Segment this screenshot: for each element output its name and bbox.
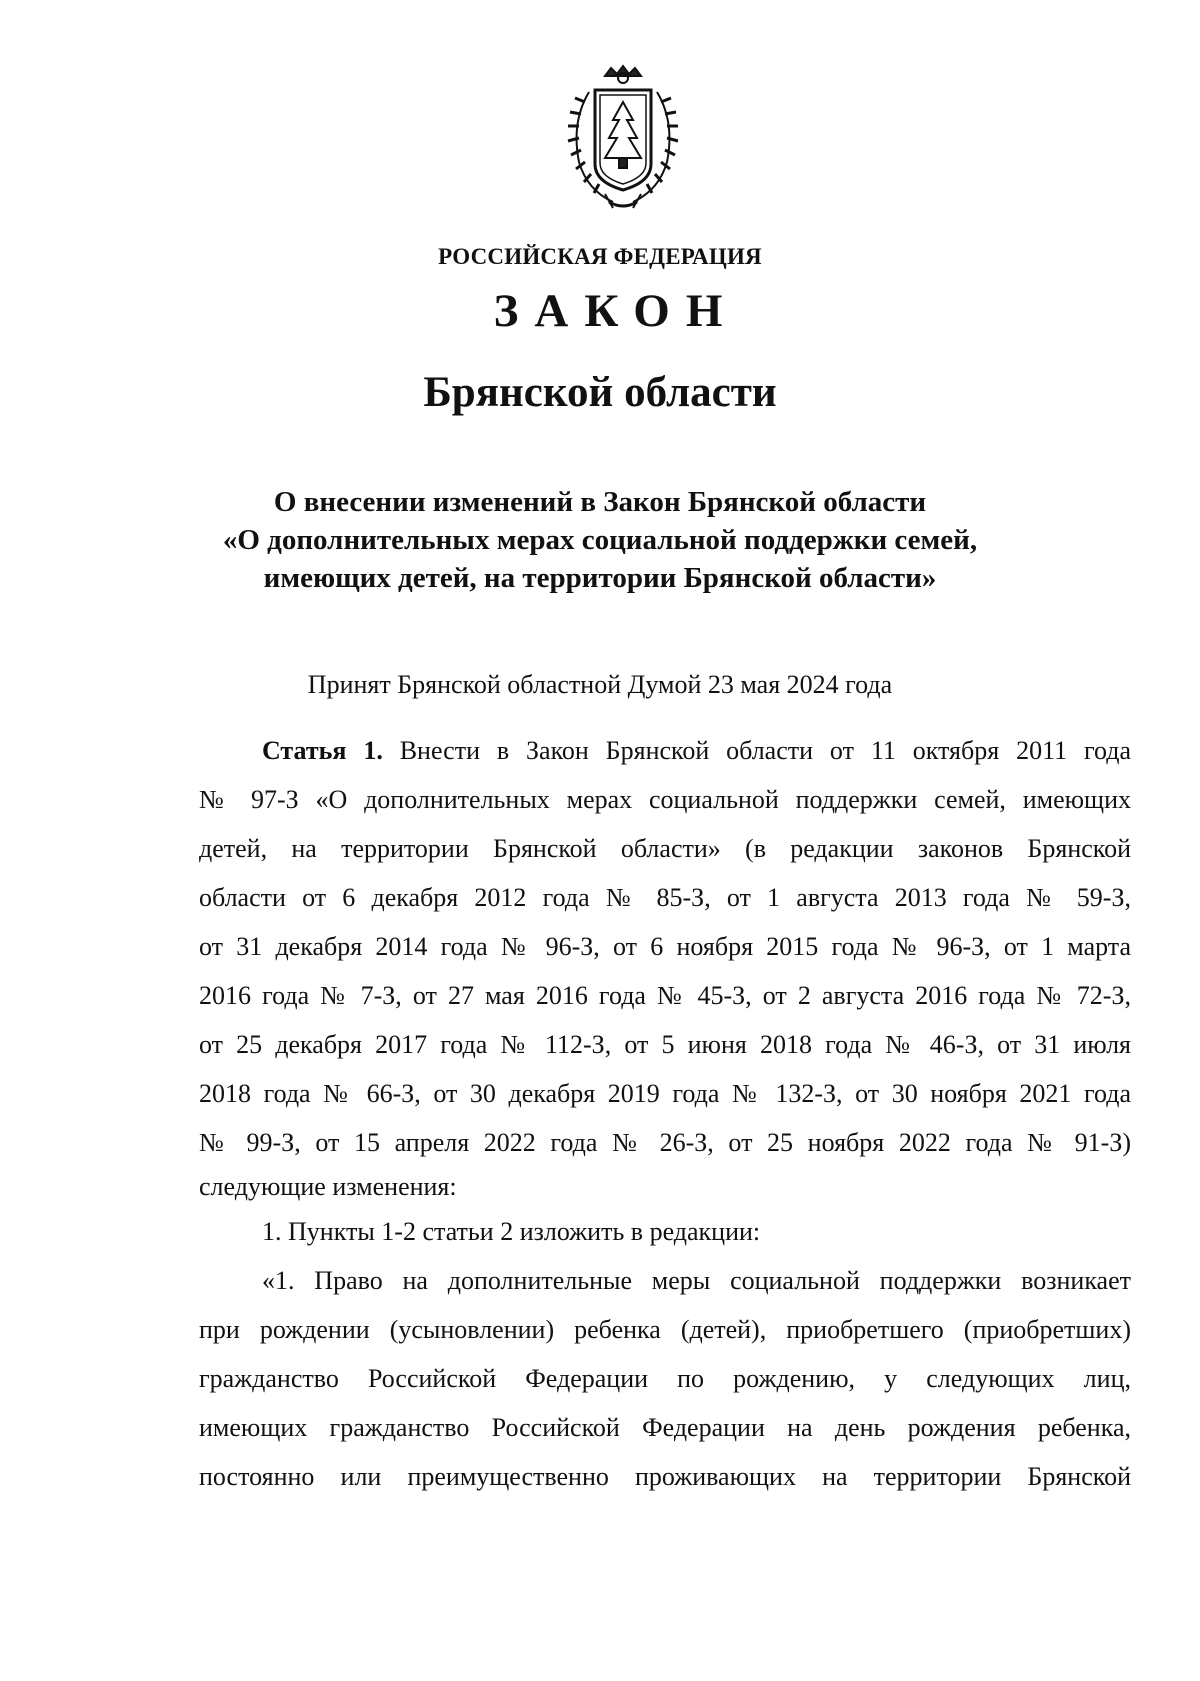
- region-heading: Брянской области: [423, 369, 777, 416]
- law-title-line: «О дополнительных мерах социальной поддержки семей,: [222, 524, 978, 556]
- quote-line: при рождении (усыновлении) ребенка (детей), приобретшего (приобретших): [199, 1315, 1131, 1344]
- item-line: 1. Пункты 1-2 статьи 2 изложить в редакции:: [262, 1217, 761, 1246]
- quote-line: постоянно или преимущественно проживающих на территории Брянской: [199, 1462, 1131, 1491]
- law-title-line: имеющих детей, на территории Брянской области»: [263, 562, 937, 594]
- article-line: следующие изменения:: [199, 1172, 457, 1201]
- article-line: от 25 декабря 2017 года № 112-З, от 5 июня 2018 года № 46-З, от 31 июля: [199, 1030, 1131, 1059]
- article-line: 2018 года № 66-З, от 30 декабря 2019 года № 132-З, от 30 ноября 2021 года: [199, 1079, 1131, 1108]
- article-line: области от 6 декабря 2012 года № 85-З, от 1 августа 2013 года № 59-З,: [199, 883, 1131, 912]
- quote-line: гражданство Российской Федерации по рождению, у следующих лиц,: [199, 1364, 1131, 1393]
- article-line: от 31 декабря 2014 года № 96-З, от 6 ноября 2015 года № 96-З, от 1 марта: [199, 932, 1131, 961]
- law-title-line: О внесении изменений в Закон Брянской области: [273, 486, 927, 518]
- article-line: № 97-З «О дополнительных мерах социальной поддержки семей, имеющих: [199, 785, 1131, 814]
- article-first-line: [262, 726, 1131, 775]
- quote-line: «1. Право на дополнительные меры социальной поддержки возникает: [262, 1266, 1131, 1295]
- article-label: Статья 1.: [262, 736, 383, 765]
- coat-of-arms-icon: [553, 62, 693, 212]
- country-heading: РОССИЙСКАЯ ФЕДЕРАЦИЯ: [438, 244, 762, 269]
- article-text: Внести в Закон Брянской области от 11 октября 2011 года: [399, 736, 1132, 765]
- article-line: 2016 года № 7-З, от 27 мая 2016 года № 45-З, от 2 августа 2016 года № 72-З,: [199, 981, 1131, 1010]
- article-line: № 99-З, от 15 апреля 2022 года № 26-З, от 25 ноября 2022 года № 91-З): [199, 1128, 1131, 1157]
- article-line: детей, на территории Брянской области» (в редакции законов Брянской: [199, 834, 1131, 863]
- adoption-note: Принят Брянской областной Думой 23 мая 2024 года: [307, 670, 893, 699]
- law-heading: ЗАКОН: [493, 285, 739, 337]
- quote-line: имеющих гражданство Российской Федерации на день рождения ребенка,: [199, 1413, 1131, 1442]
